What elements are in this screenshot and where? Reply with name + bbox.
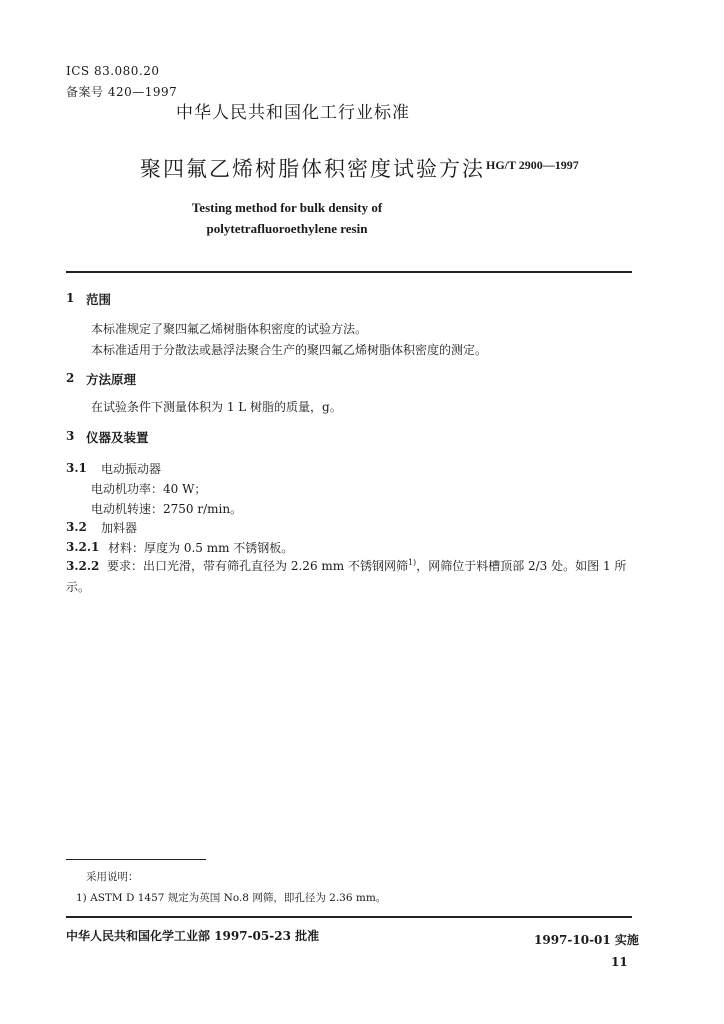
section-2-title: 方法原理 bbox=[86, 372, 137, 387]
subsection-3-2-2-text-a: 要求：出口光滑，带有筛孔直径为 2.26 mm 不锈钢网筛 bbox=[107, 559, 408, 573]
document-title-cn: 聚四氟乙烯树脂体积密度试验方法 bbox=[140, 157, 485, 181]
ics-code: ICS 83.080.20 bbox=[66, 64, 160, 78]
effective-date: 1997-10-01 实施 bbox=[534, 933, 639, 947]
footer-divider bbox=[66, 916, 632, 918]
subsection-3-2-2-paragraph bbox=[66, 556, 632, 598]
subsection-3-2-2-number: 3.2.2 bbox=[66, 559, 100, 573]
subsection-3-2-title: 加料器 bbox=[101, 521, 138, 535]
footnote-ref-1: 1) bbox=[407, 558, 417, 567]
document-title-en-line1: Testing method for bulk density of bbox=[191, 200, 383, 215]
section-3-number: 3 bbox=[66, 429, 75, 443]
subsection-3-2-number: 3.2 bbox=[66, 520, 87, 534]
approval-date: 中华人民共和国化学工业部 1997-05-23 批准 bbox=[66, 929, 320, 943]
section-1-number: 1 bbox=[66, 291, 75, 305]
section-2-number: 2 bbox=[66, 371, 75, 385]
subsection-3-2-1-number: 3.2.1 bbox=[66, 540, 100, 554]
section-1-paragraph-1: 本标准规定了聚四氟乙烯树脂体积密度的试验方法。 bbox=[91, 322, 368, 336]
section-1-paragraph-2: 本标准适用于分散法或悬浮法聚合生产的聚四氟乙烯树脂体积密度的测定。 bbox=[91, 343, 488, 357]
section-2-paragraph-1: 在试验条件下测量体积为 1 L 树脂的质量，g。 bbox=[91, 400, 342, 414]
document-title-en-line2: polytetrafluoroethylene resin bbox=[206, 221, 368, 236]
header-divider bbox=[66, 271, 632, 273]
motor-speed-line: 电动机转速：2750 r/min。 bbox=[91, 502, 243, 516]
motor-power-line: 电动机功率：40 W； bbox=[91, 482, 207, 496]
footnote-text: 1) ASTM D 1457 规定为英国 No.8 网筛，即孔径为 2.36 mm。 bbox=[76, 892, 387, 904]
section-3-title: 仪器及装置 bbox=[86, 430, 149, 445]
footnote-heading: 采用说明： bbox=[86, 871, 139, 883]
subsection-3-2-2-text-b: ，网筛位于料槽顶部 2/3 处。如图 1 所示。 bbox=[66, 559, 627, 594]
filing-number: 备案号 420—1997 bbox=[66, 85, 178, 99]
page-number: 11 bbox=[611, 955, 628, 969]
subsection-3-1-title: 电动振动器 bbox=[101, 462, 162, 476]
standard-code: HG/T 2900—1997 bbox=[486, 158, 579, 172]
subsection-3-1-number: 3.1 bbox=[66, 461, 87, 475]
subsection-3-2-1-text: 材料：厚度为 0.5 mm 不锈钢板。 bbox=[108, 541, 294, 555]
section-1-title: 范围 bbox=[86, 292, 112, 307]
standard-org-header: 中华人民共和国化工行业标准 bbox=[176, 103, 410, 123]
footnote-divider bbox=[66, 859, 206, 860]
